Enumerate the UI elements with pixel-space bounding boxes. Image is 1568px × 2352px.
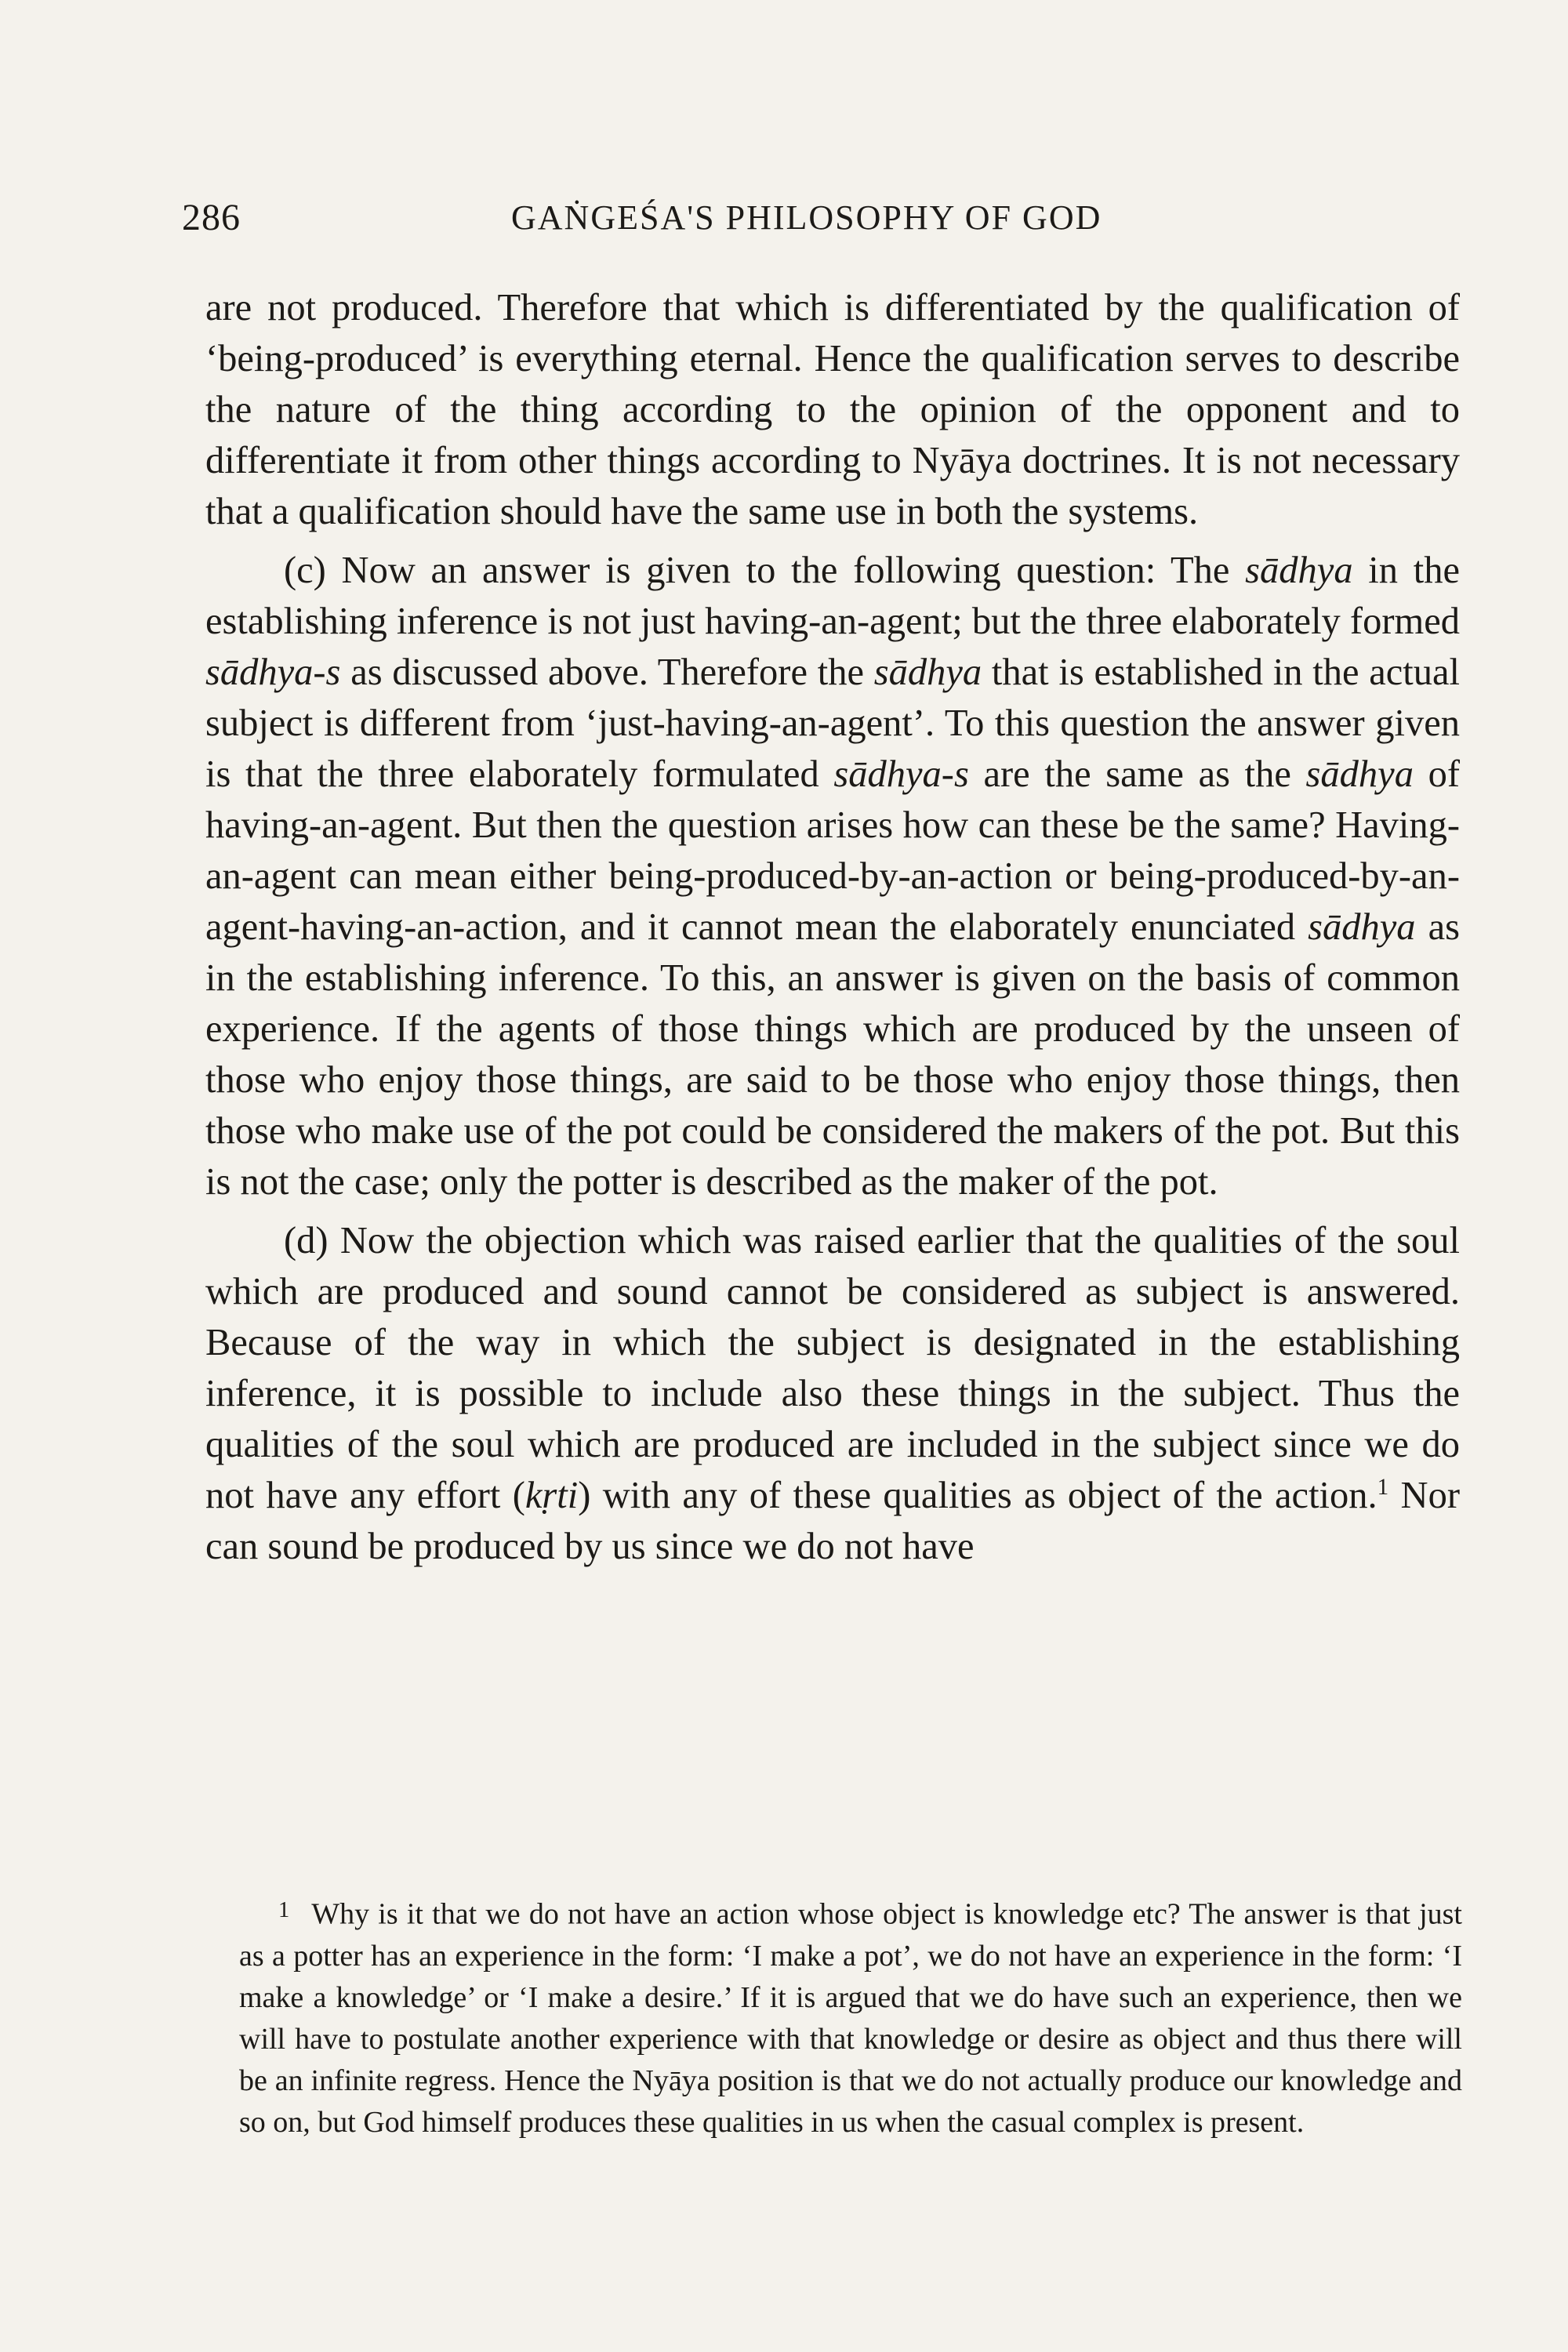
italic-term: sādhya-s: [833, 753, 969, 795]
text-run: (c) Now an answer is given to the following question: The: [284, 550, 1246, 591]
italic-term: sādhya: [1305, 753, 1414, 795]
text-run: (d) Now the objection which was raised earlier that the qualities of the soul which are produced and sound cannot be considered as subject is answered. Because of the way in which the subject is designated in the establishing inference, it is possible to include also these things in the subject. Thus the qualities of the soul which are produced are included in the subject since we do not have any effort (: [205, 1220, 1460, 1516]
text-run: that is established in the actual subject is different from ‘just-having-an-agent’. To this question the answer given is that the three elaborately formulated: [205, 652, 1460, 795]
paragraph-d: [205, 1215, 1460, 1572]
italic-term: sādhya: [873, 652, 982, 693]
text-run: as discussed above. Therefore the: [340, 652, 874, 693]
text-run: Nor can sound be produced by us since we do not have: [205, 1475, 1460, 1567]
footnote-paragraph: [239, 1889, 1462, 2143]
text-run: are the same as the: [968, 753, 1306, 795]
text-run: in the establishing inference is not just having-an-agent; but the three elaborately formed: [205, 550, 1460, 642]
paragraph-continued: are not produced. Therefore that which is differentiated by the qualification of ‘being-produced’ is everything eternal. Hence the qualification serves to describe the nature of the thing according to the opinion of the opponent and to differentiate it from other things according to Nyāya doctrines. It is not necessary that a qualification should have the same use in both the systems.: [205, 287, 1460, 532]
footnote-text: Why is it that we do not have an action whose object is knowledge etc? The answer is that just as a potter has an experience in the form: ‘I make a pot’, we do not have an experience in the form: ‘I make a knowledge’ or ‘I make a desire.’ If it is argued that we do have such an experience, then we will have to postulate another experience with that knowledge or desire as object and thus there will be an infinite regress. Hence the Nyāya position is that we do not actually produce our knowledge and so on, but God himself produces these qualities in us when the casual complex is present.: [239, 1897, 1462, 2139]
text-run: of having-an-agent. But then the question arises how can these be the same? Having-an-agent can mean either being-produced-by-an-action or being-produced-by-an-agent-having-an-action, and it cannot mean the elaborately enunciated: [205, 753, 1461, 948]
italic-term: sādhya: [1245, 550, 1353, 591]
running-title: GAṄGEŚA'S PHILOSOPHY OF GOD: [511, 198, 1102, 237]
italic-term: kṛti: [524, 1475, 579, 1516]
body-text: [205, 282, 1460, 1572]
footnote-marker: 1: [278, 1898, 290, 1922]
paragraph-c: [205, 545, 1460, 1207]
text-run: ) with any of these qualities as object of the action.: [578, 1475, 1377, 1516]
text-run: as in the establishing inference. To this, an answer is given on the basis of common experience. If the agents of those things which are produced by the unseen of those who enjoy those things, are said to be those who enjoy those things, then those who make use of the pot could be considered the makers of the pot. But this is not the case; only the potter is described as the maker of the pot.: [205, 906, 1460, 1203]
italic-term: sādhya-s: [205, 652, 341, 693]
page-header: [182, 196, 1468, 259]
italic-term: sādhya: [1308, 906, 1416, 948]
footnote: [239, 1889, 1462, 2143]
page-number: 286: [182, 197, 241, 238]
footnote-reference: 1: [1377, 1474, 1389, 1500]
